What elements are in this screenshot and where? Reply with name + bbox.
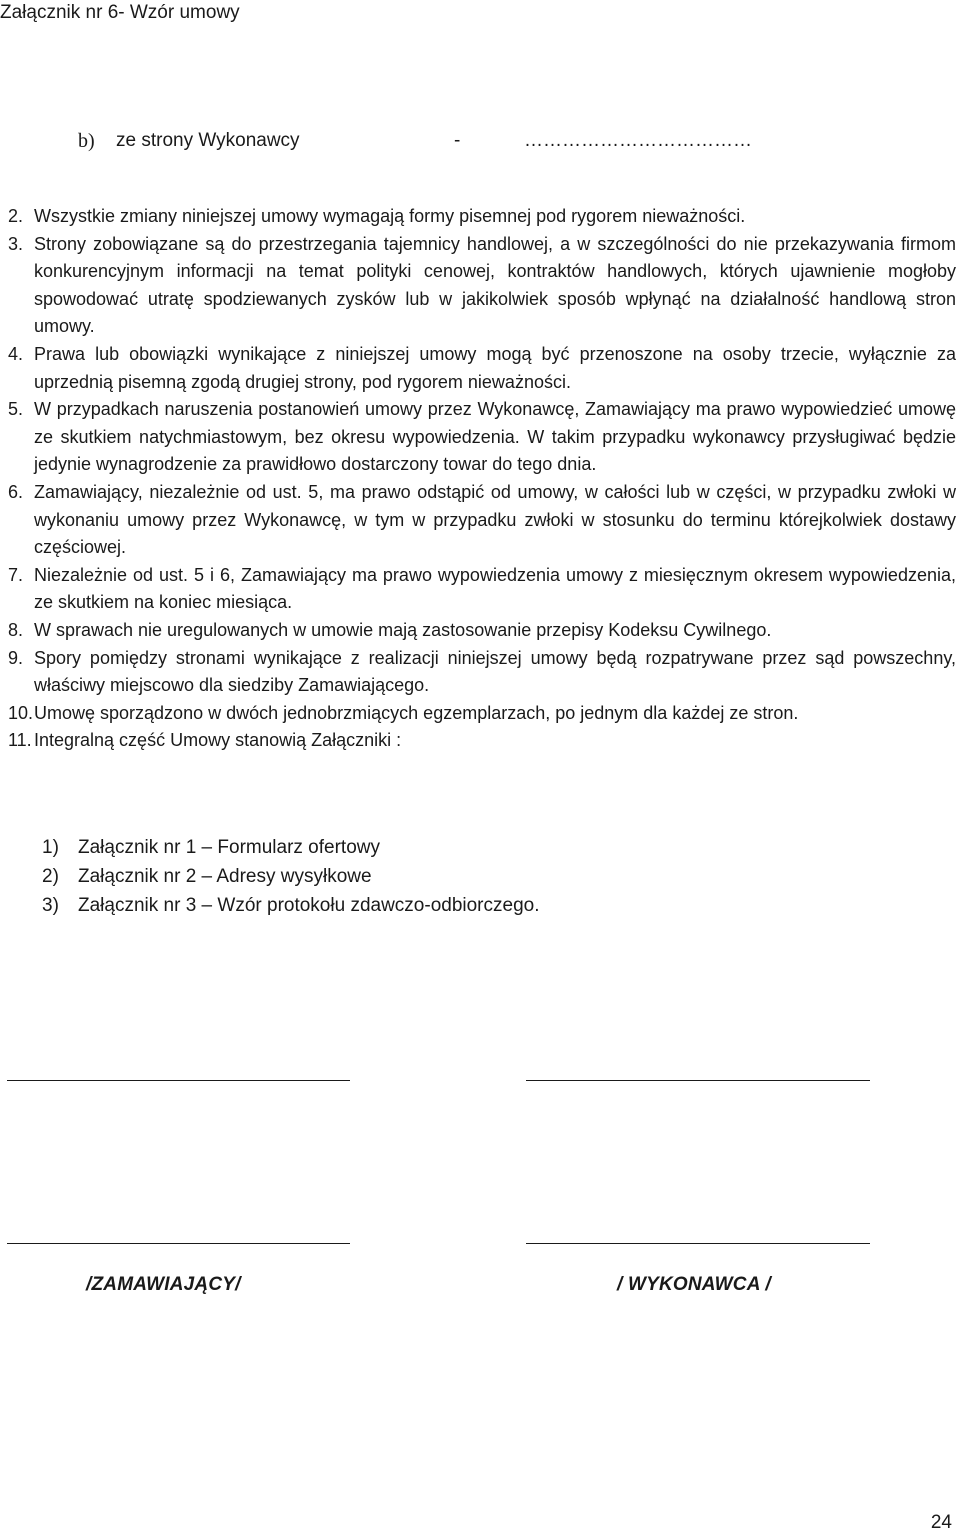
signature-label-contractor: / WYKONAWCA / xyxy=(617,1274,771,1295)
clause-text: Zamawiający, niezależnie od ust. 5, ma prawo odstąpić od umowy, w całości lub w części, w przypadku zwłoki w wykonaniu umowy przez Wykonawcę, w tym w przypadku zwłoki w stosunku do terminu którejkolwiek dostawy częściowej. xyxy=(34,481,956,558)
clause-5 xyxy=(8,396,956,479)
clause-number: 4. xyxy=(8,343,24,364)
attachment-item-1 xyxy=(42,834,742,863)
attachment-item-2 xyxy=(42,863,742,892)
attachments-list xyxy=(42,834,742,920)
attachment-item-3 xyxy=(42,892,742,921)
clause-text: Niezależnie od ust. 5 i 6, Zamawiający ma prawo wypowiedzenia umowy z miesięcznym okresem wypowiedzenia, ze skutkiem na koniec miesiąca. xyxy=(34,564,956,613)
clause-text: Wszystkie zmiany niniejszej umowy wymagają formy pisemnej pod rygorem nieważności. xyxy=(34,206,746,226)
item-b-placeholder-dots: ……………………………… xyxy=(524,130,752,151)
clause-4 xyxy=(8,341,956,396)
clause-10 xyxy=(8,700,956,728)
clause-number: 10. xyxy=(8,702,34,723)
attachment-number: 1) xyxy=(42,837,59,858)
item-b-text: ze strony Wykonawcy xyxy=(116,130,300,151)
clause-8 xyxy=(8,617,956,645)
clause-number: 8. xyxy=(8,619,24,640)
attachment-number: 3) xyxy=(42,894,59,916)
clause-11 xyxy=(8,727,956,755)
clause-3 xyxy=(8,231,956,341)
clause-number: 3. xyxy=(8,233,24,254)
clause-6 xyxy=(8,479,956,562)
clause-text: Strony zobowiązane są do przestrzegania tajemnicy handlowej, a w szczególności do nie przekazywania firmom konkurencyjnym informacji na temat polityki cenowej, kontraktów handlowych, których ujawnienie mogłoby spowodować utratę spodziewanych zysków lub w jakikolwiek sposób wpłynąć na działalność handlową stron umowy. xyxy=(34,233,956,337)
clause-number: 7. xyxy=(8,564,24,585)
clause-2 xyxy=(8,203,956,231)
attachment-text: Załącznik nr 1 – Formularz ofertowy xyxy=(78,837,380,858)
attachment-text: Załącznik nr 2 – Adresy wysyłkowe xyxy=(78,865,372,887)
signature-line-left-lower xyxy=(7,1243,350,1244)
clause-text: Spory pomiędzy stronami wynikające z realizacji niniejszej umowy będą rozpatrywane przez sąd powszechny, właściwy miejscowo dla siedziby Zamawiającego. xyxy=(34,647,956,696)
item-b-contractor xyxy=(78,130,838,158)
clause-text: Umowę sporządzono w dwóch jednobrzmiących egzemplarzach, po jednym dla każdej ze stron. xyxy=(34,702,799,723)
clause-number: 11. xyxy=(8,730,32,751)
clause-number: 2. xyxy=(8,206,24,226)
contract-clauses-list xyxy=(8,203,956,755)
clause-text: W przypadkach naruszenia postanowień umowy przez Wykonawcę, Zamawiający ma prawo wypowiedzieć umowę ze skutkiem natychmiastowym, bez okresu wypowiedzenia. W takim przypadku wykonawcy przysługiwać będzie jedynie wynagrodzenie za prawidłowo dostarczony towar do tego dnia. xyxy=(34,399,956,475)
document-header-title: Załącznik nr 6- Wzór umowy xyxy=(0,2,240,23)
signature-line-left-upper xyxy=(7,1080,350,1081)
page-number: 24 xyxy=(930,1512,952,1533)
clause-text: Integralną część Umowy stanowią Załączniki : xyxy=(34,730,402,751)
signature-line-right-lower xyxy=(526,1243,870,1244)
clause-number: 9. xyxy=(8,647,24,668)
clause-text: W sprawach nie uregulowanych w umowie mają zastosowanie przepisy Kodeksu Cywilnego. xyxy=(34,619,772,640)
item-b-dash: - xyxy=(454,130,461,151)
attachment-number: 2) xyxy=(42,865,59,887)
clause-number: 5. xyxy=(8,399,24,420)
attachment-text: Załącznik nr 3 – Wzór protokołu zdawczo-odbiorczego. xyxy=(78,894,540,916)
signature-label-ordering-party: /ZAMAWIAJĄCY/ xyxy=(86,1274,241,1295)
signature-line-right-upper xyxy=(526,1080,870,1081)
clause-number: 6. xyxy=(8,481,24,502)
clause-text: Prawa lub obowiązki wynikające z niniejszej umowy mogą być przenoszone na osoby trzecie, wyłącznie za uprzednią pisemną zgodą drugiej strony, pod rygorem nieważności. xyxy=(34,343,956,392)
clause-7 xyxy=(8,562,956,617)
clause-9 xyxy=(8,645,956,700)
item-b-letter: b) xyxy=(78,130,95,152)
